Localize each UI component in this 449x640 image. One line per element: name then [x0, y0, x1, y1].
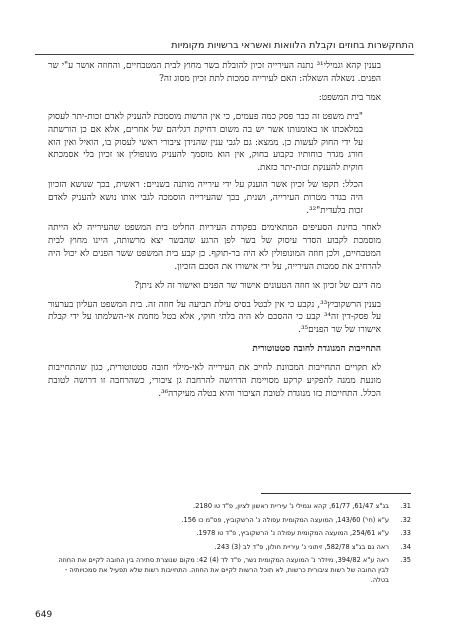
footnote-number: 34.: [400, 542, 411, 551]
footnotes: [48, 493, 411, 589]
paragraph: מה דינם של זכיון או חוזה הטעונים אישור שר הפנים ואישור זה לא ניתן?: [134, 280, 381, 291]
paragraph: לא תקויים התחייבות המכוונת לחייב את העירייה לאי-מילוי חובה סטטוטורית, כגון שהתחייבות מונעת ממנה להפקיע קרקע מסויימת הדרושה להרחבת גן ציבורי, כשהרחבה זו דרושה לטובת הכלל. התחייבות כזו מנוגדת לטובת הציבור והיא בטלה מעיקרה³⁶.: [48, 363, 381, 399]
paragraph: בענין הרשקוביץ³³, נקבע כי אין לבטל בסיס עילת תביעה על חוזה זה. בית המשפט העליון בערעור על פסק-דין זה³⁴ קבע כי ההסכם לא היה בלתי חוקי, אלא בטל מחמת אי-השלמתו על ידי קבלת אישורו של שר הפנים³⁵.: [48, 299, 381, 336]
footnote-number: 35.: [400, 556, 411, 565]
section-heading: התחייבות המנוגדת לחובה סטטוטורית: [252, 344, 381, 355]
quote-paragraph: "בית משפט זה כבר פסק כמה פעמים, כי אין הרשות מוסמכת להעניק לאדם זכות-יתר לעסוק במלאכתו או באומנותו אשר יש בה משום דחיקת רגליהם של אחרים, אלא אם כן הורשתה על ידי החוק לעשות כן. ממצא: גם לגבי ענין שהנידן ציבורי ראשי לעסוק בו, הואיל ואין הוא חורג מגדר כוחותיו כקבוע בחוק, אין הוא מוסמך להעניק מונופולין או זכיון בלי אסמכתא חוקית להענקת זכות-יתר כזאת.: [48, 111, 363, 174]
quote-paragraph: הכלל: תקפו של זכיון אשר הוענק על ידי עירייה מותנה בשניים: ראשית, בכך שנושא הזכיון היה בגדר מטרות העירייה, ושנית, בכך שהעירייה הוסמכה לגבי אותו נושא להעניק לאדם זכות בלעדית"³².: [48, 180, 363, 217]
footnote-number: 33.: [400, 529, 411, 538]
block-quote: [48, 111, 367, 218]
footnote-text: ע"א (חי') 143/60, המועצה המקומית עפולה נ' הרשקוביץ, פס"מ כו 156.: [181, 515, 389, 524]
main-text: [48, 60, 381, 407]
paragraph: בענין קהא וגמילי³¹ נתנה העירייה זכיון להובלת בשר מחוץ לבית המטבחיים, והחוזה אושר ע"י שר הפנים. נשאלה השאלה: האם לעירייה סמכות לתת זכיון מסוג זה?: [48, 61, 381, 84]
footnote-number: 32.: [400, 515, 411, 524]
paragraph: לאחר בחינת הסעיפים המתאימים בפקודת העיריות החליט בית המשפט שהעירייה לא הייתה מוסמכת לקבוע הסדר עיסוק של בשר לפן הרגע שהבשר יצא מרשותה, היינו מחוץ לבית המטבחיים, ולכן חוזה המונופולין לא היה בר-תוקף. כן קבע בית המשפט ששר הפנים לא יכול היה להרחיב את סמכות העירייה, על ידי אישורו את הסכם הזכיון.: [48, 222, 381, 272]
footnote-text: ראה ע"א 394/82, מיזלר נ' המועצה המקומית נשר, פ"ד לד (4) 42: מקום שנוצרת סתירה בין החובה לקיים את החוזה לבין החובה של רשות ציבורית כרשות, לא תוכל הרשות לקיים את החוזה. התחייבות רשות שלא תפעיל את סמכויותיה - בטלה.: [58, 556, 389, 584]
footnote: [48, 529, 411, 539]
footnote-divider: [261, 493, 411, 494]
page-number: 649: [35, 610, 53, 620]
footnote-text: ע"א 254/61, המועצה המקומית עפולה נ' הרשקוביץ, פ"ד טו 1978.: [196, 529, 389, 538]
paragraph: אמר בית המשפט:: [318, 92, 381, 103]
footnote: [48, 502, 411, 512]
footnote-text: ראה גם בג"צ 582/78, זיתוני נ' עיריית חולון, פ"ד לב (3) 243.: [214, 542, 389, 551]
footnote: [48, 516, 411, 526]
footnote-text: בג"צ 61/47, 61/77, קהא וגמילי נ' עיריית ראשון לציון, פ"ד טו 2180.: [193, 502, 389, 510]
footnote-number: 31.: [400, 502, 411, 510]
footnote: [48, 556, 411, 585]
footnote: [48, 543, 411, 553]
running-header: התחקשרות בחוזים וקבלת הלוואות ואשראי ברשויות מקומיות: [35, 40, 414, 55]
